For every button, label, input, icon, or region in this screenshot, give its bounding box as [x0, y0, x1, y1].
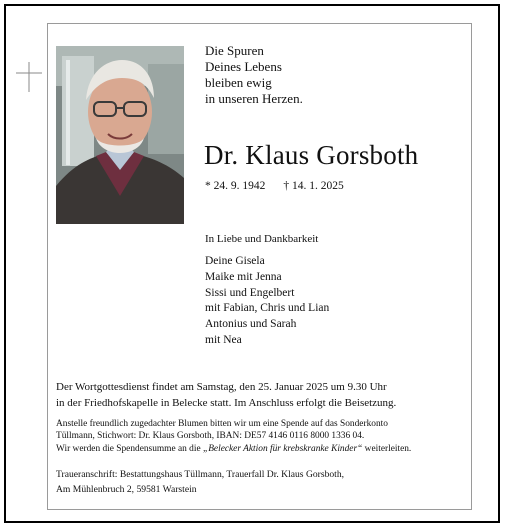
donation-text: Wir werden die Spendensumme an die — [56, 443, 203, 454]
mourner-line: Deine Gisela — [205, 255, 265, 267]
portrait-photo — [56, 46, 184, 224]
mourning-address — [56, 467, 476, 497]
donation-notice — [56, 418, 486, 455]
address-line: Traueranschrift: Bestattungshaus Tüllmann, Trauerfall Dr. Klaus Gorsboth, — [56, 469, 345, 480]
donation-line: Anstelle freundlich zugedachter Blumen bitten wir um eine Spende auf das Sonderkonto — [56, 419, 388, 429]
cross-icon — [16, 62, 42, 92]
birth-date: * 24. 9. 1942 — [205, 180, 266, 192]
life-dates — [205, 180, 344, 192]
donation-line — [56, 443, 486, 455]
death-date: † 14. 1. 2025 — [283, 180, 344, 192]
poem-line: Die Spuren — [205, 43, 264, 58]
donation-text: weiterleiten. — [362, 443, 412, 454]
dedication-text: In Liebe und Dankbarkeit — [205, 233, 319, 245]
mourner-line: Antonius und Sarah — [205, 318, 297, 331]
service-line: in der Friedhofskapelle in Belecke statt. Im Anschluss erfolgt die Beisetzung. — [56, 397, 397, 409]
poem-line: in unseren Herzen. — [205, 91, 303, 106]
mourner-line: Maike mit Jenna — [205, 270, 282, 283]
service-notice — [56, 379, 476, 411]
charity-name: „Belecker Aktion für krebskranke Kinder“ — [202, 443, 363, 454]
donation-line: Tüllmann, Stichwort: Dr. Klaus Gorsboth, IBAN: DE57 4146 0116 8000 1336 04. — [56, 431, 365, 442]
mourners-list — [205, 254, 329, 349]
address-line: Am Mühlenbruch 2, 59581 Warstein — [56, 484, 197, 495]
mourner-line: Sissi und Engelbert — [205, 286, 295, 299]
poem — [205, 43, 303, 107]
service-line: Der Wortgottesdienst findet am Samstag, den 25. Januar 2025 um 9.30 Uhr — [56, 381, 387, 393]
mourner-line: mit Fabian, Chris und Lian — [205, 302, 330, 315]
mourner-line: mit Nea — [205, 333, 242, 346]
poem-line: bleiben ewig — [205, 75, 272, 90]
poem-line: Deines Lebens — [205, 59, 282, 74]
deceased-name: Dr. Klaus Gorsboth — [204, 140, 419, 170]
